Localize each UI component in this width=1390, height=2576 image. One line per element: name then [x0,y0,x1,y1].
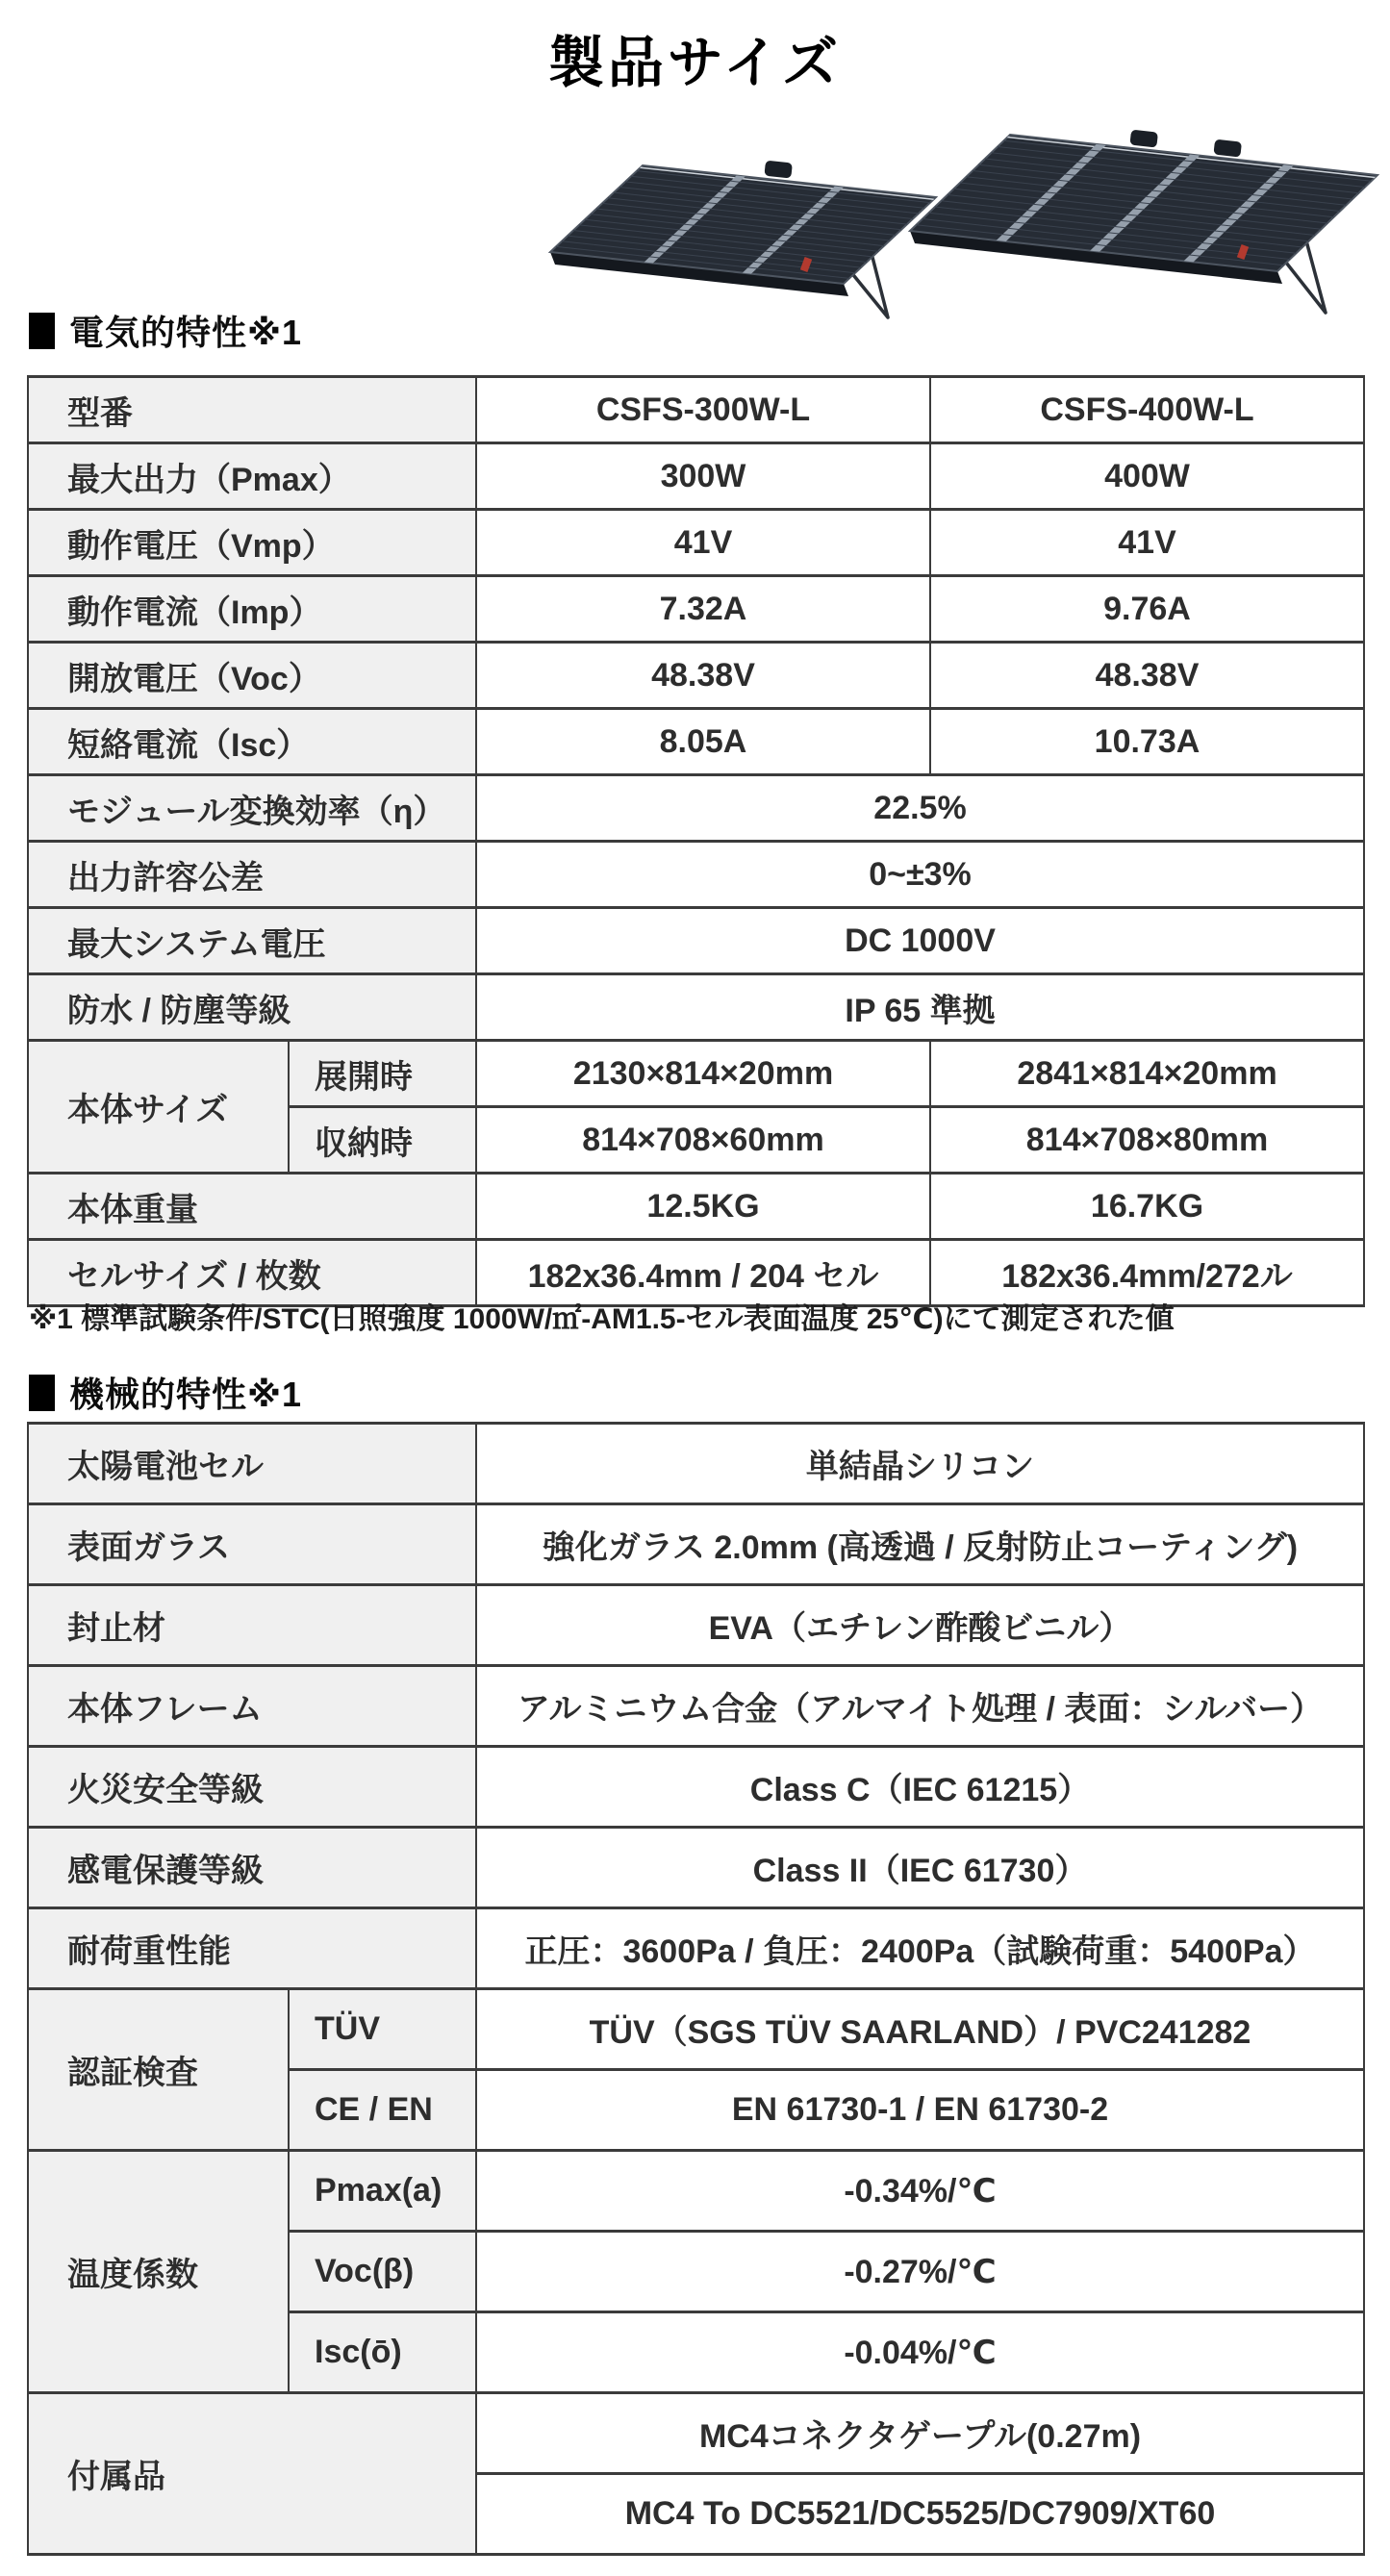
stc-footnote: ※1 標準試験条件/STC(日照強度 1000W/㎡-AM1.5-セル表面温度 25℃)にて測定された値 [29,1303,1175,1335]
table-row [28,1585,1364,1666]
table-row [28,443,1364,510]
model-300w-cell: CSFS-300W-L [476,377,930,443]
table-row [28,1989,1364,2070]
black-square-bullet-icon [29,313,55,349]
product-panels-image [0,101,1390,409]
row-label: 防水 / 防塵等級 [28,974,476,1041]
table-row [28,1828,1364,1908]
table-row [28,1424,1364,1504]
solar-panel-400w-image [910,130,1377,313]
value-cell: 2841×814×20mm [930,1041,1364,1107]
row-label: セルサイズ / 枚数 [28,1240,476,1306]
sub-row-label: 収納時 [289,1107,476,1174]
table-row [28,908,1364,974]
table-row [28,709,1364,775]
value-cell: 16.7KG [930,1174,1364,1240]
value-cell: IP 65 準拠 [476,974,1364,1041]
value-cell: アルミニウム合金（アルマイト処理 / 表面：シルバー） [476,1666,1364,1747]
table-row [28,842,1364,908]
section-heading-mechanical [29,1368,302,1417]
value-cell: 12.5KG [476,1174,930,1240]
row-label: 表面ガラス [28,1504,476,1585]
carry-handle [1129,130,1158,148]
table-row [28,1666,1364,1747]
sub-row-label: 展開時 [289,1041,476,1107]
value-cell: 2130×814×20mm [476,1041,930,1107]
value-cell: 41V [930,510,1364,576]
value-cell: 48.38V [476,643,930,709]
row-label: 開放電圧（Voc） [28,643,476,709]
row-label: 動作電圧（Vmp） [28,510,476,576]
table-row [28,1174,1364,1240]
value-cell: 9.76A [930,576,1364,643]
value-cell: EVA（エチレン酢酸ビニル） [476,1585,1364,1666]
table-row [28,775,1364,842]
value-cell: 814×708×80mm [930,1107,1364,1174]
value-cell: TÜV（SGS TÜV SAARLAND）/ PVC241282 [476,1989,1364,2070]
sub-row-label: Pmax(a) [289,2151,476,2232]
row-label: 型番 [28,377,476,443]
value-cell: -0.04%/℃ [476,2312,1364,2393]
value-cell: MC4コネクタゲープル(0.27m) [476,2393,1364,2474]
row-label: 封止材 [28,1585,476,1666]
table-row [28,1504,1364,1585]
value-cell: -0.27%/℃ [476,2232,1364,2312]
table-row [28,576,1364,643]
value-cell: EN 61730-1 / EN 61730-2 [476,2070,1364,2151]
value-cell: 182x36.4mm/272ル [930,1240,1364,1306]
row-label: 本体フレーム [28,1666,476,1747]
value-cell: Class II（IEC 61730） [476,1828,1364,1908]
row-label: 付属品 [28,2393,476,2555]
carry-handle [764,161,793,179]
value-cell: 10.73A [930,709,1364,775]
mechanical-characteristics-table [27,1422,1365,2556]
value-cell: 300W [476,443,930,510]
row-label: 温度係数 [28,2151,289,2393]
table-row [28,1908,1364,1989]
row-label: 出力許容公差 [28,842,476,908]
table-row [28,643,1364,709]
value-cell: 400W [930,443,1364,510]
value-cell: -0.34%/℃ [476,2151,1364,2232]
row-label: モジュール変換効率（η） [28,775,476,842]
table-row [28,377,1364,443]
row-label: 最大出力（Pmax） [28,443,476,510]
table-row [28,974,1364,1041]
row-label: 短絡電流（Isc） [28,709,476,775]
section-heading-label: 電気的特性※1 [69,313,303,352]
row-label: 本体サイズ [28,1041,289,1174]
sub-row-label: CE / EN [289,2070,476,2151]
row-label: 感電保護等級 [28,1828,476,1908]
carry-handle [1213,139,1242,158]
electrical-characteristics-table [27,375,1365,1307]
value-cell: 0~±3% [476,842,1364,908]
table-row [28,2393,1364,2474]
black-square-bullet-icon [29,1375,55,1411]
table-row [28,2151,1364,2232]
model-400w-cell: CSFS-400W-L [930,377,1364,443]
section-heading-electrical [29,306,302,355]
value-cell: 強化ガラス 2.0mm (高透過 / 反射防止コーティング) [476,1504,1364,1585]
sub-row-label: Voc(β) [289,2232,476,2312]
value-cell: 7.32A [476,576,930,643]
value-cell: Class C（IEC 61215） [476,1747,1364,1828]
value-cell: 814×708×60mm [476,1107,930,1174]
row-label: 火災安全等級 [28,1747,476,1828]
value-cell: DC 1000V [476,908,1364,974]
value-cell: 単結晶シリコン [476,1424,1364,1504]
section-heading-label: 機械的特性※1 [69,1375,303,1414]
row-label: 動作電流（Imp） [28,576,476,643]
sub-row-label: TÜV [289,1989,476,2070]
value-cell: 正圧：3600Pa / 負圧：2400Pa（試験荷重：5400Pa） [476,1908,1364,1989]
value-cell: 22.5% [476,775,1364,842]
value-cell: 48.38V [930,643,1364,709]
row-label: 最大システム電圧 [28,908,476,974]
table-row [28,510,1364,576]
table-row [28,1747,1364,1828]
solar-panel-300w-image [550,161,936,317]
value-cell: 41V [476,510,930,576]
row-label: 太陽電池セル [28,1424,476,1504]
sub-row-label: Isc(ō) [289,2312,476,2393]
page-title: 製品サイズ [547,32,843,94]
value-cell: 182x36.4mm / 204 セル [476,1240,930,1306]
row-label: 認証検査 [28,1989,289,2151]
value-cell: MC4 To DC5521/DC5525/DC7909/XT60 [476,2474,1364,2555]
table-row [28,1041,1364,1107]
value-cell: 8.05A [476,709,930,775]
row-label: 耐荷重性能 [28,1908,476,1989]
row-label: 本体重量 [28,1174,476,1240]
